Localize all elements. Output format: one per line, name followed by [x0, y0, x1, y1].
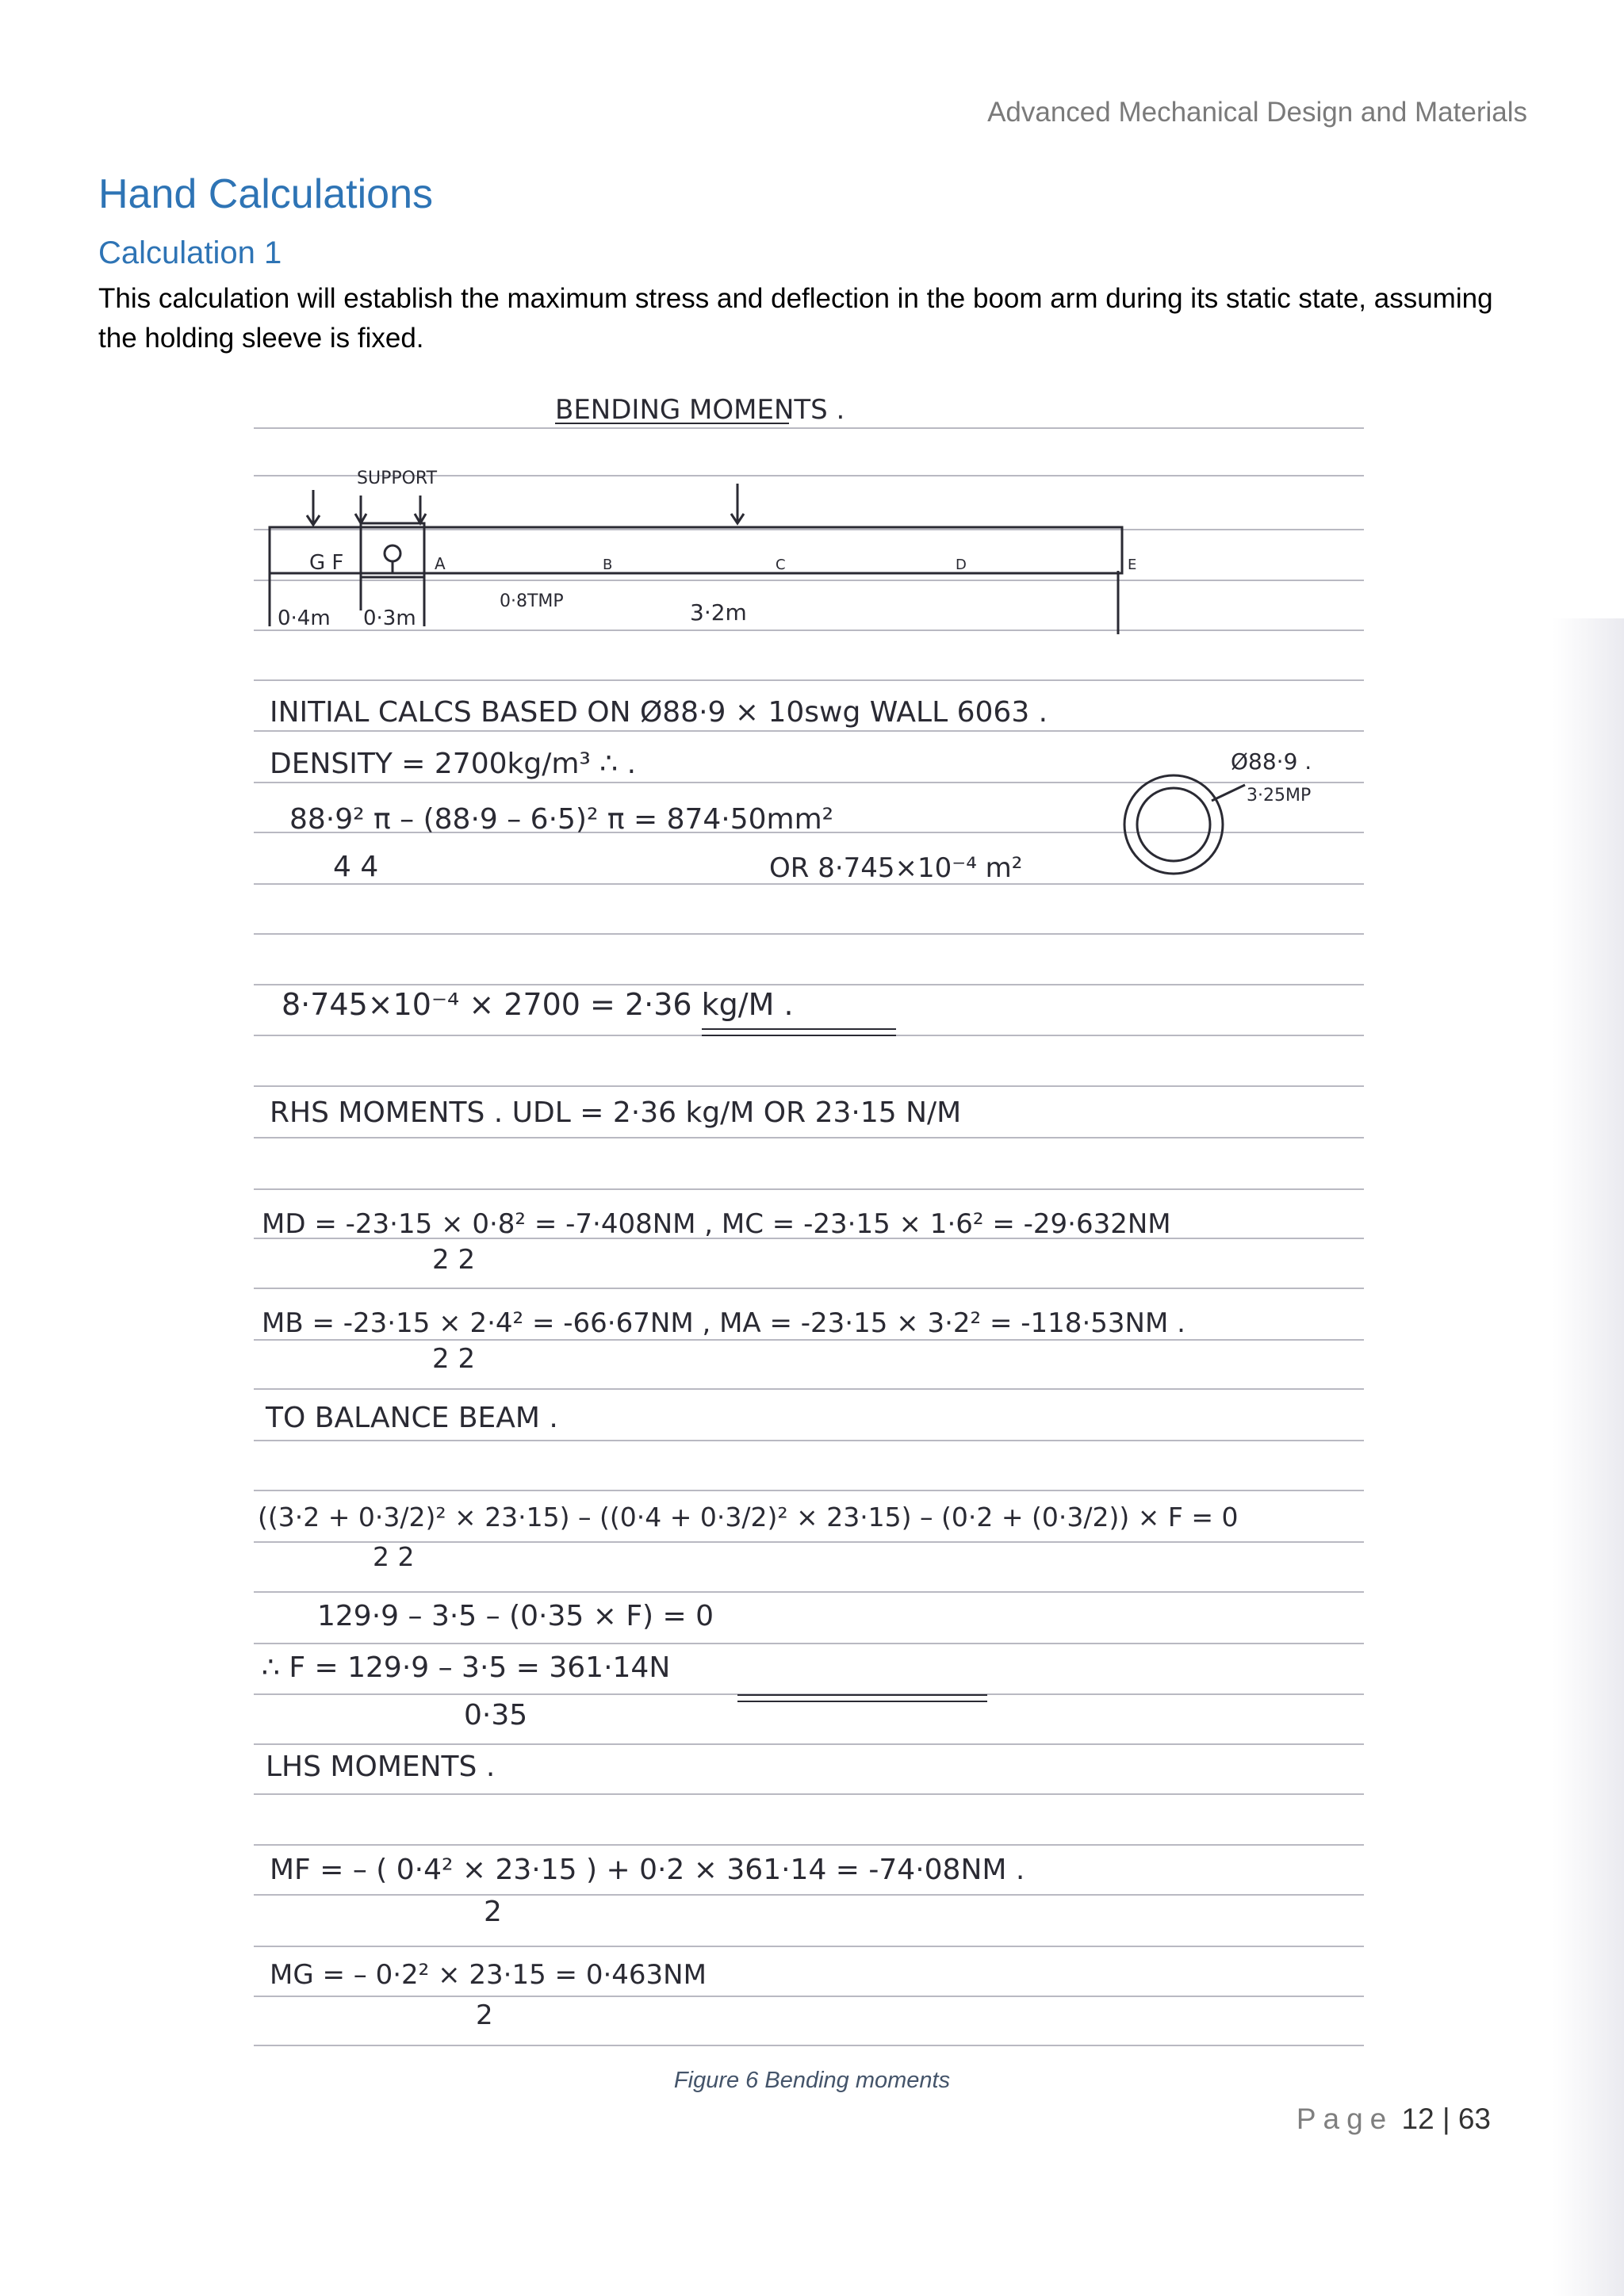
hw-balance-den: 2 2 [373, 1541, 415, 1572]
scan-shadow [1553, 618, 1624, 2296]
beam-label-e: E [1128, 557, 1137, 573]
hw-mf: MF = – ( 0·4² × 23·15 ) + 0·2 × 361·14 = -74·08NM . [270, 1854, 1025, 1886]
handwritten-calc-figure [246, 373, 1372, 2053]
hw-density: DENSITY = 2700kg/m³ ∴ . [270, 748, 637, 780]
tube-wall-label: 3·25MP [1247, 786, 1312, 806]
dim-3-2: 3·2m [690, 599, 747, 626]
intro-paragraph: This calculation will establish the maximum stress and deflection in the boom arm during its static state, assuming the holding sleeve is fixed. [98, 283, 1493, 354]
hw-area-alt: OR 8·745×10⁻⁴ m² [769, 852, 1023, 884]
section-heading: Hand Calculations [98, 171, 434, 217]
hw-lhs-title: LHS MOMENTS . [266, 1751, 496, 1783]
beam-label-d: D [956, 557, 967, 573]
beam-label-b: B [603, 557, 613, 573]
hw-eq3-den: 0·35 [464, 1699, 528, 1732]
hw-mass: 8·745×10⁻⁴ × 2700 = 2·36 kg/M . [282, 987, 794, 1022]
page-number: 12 | 63 [1401, 2103, 1491, 2135]
page-word: Page [1296, 2103, 1394, 2135]
dim-0-8: 0·8TMP [500, 591, 564, 611]
hw-balance-eq: ((3·2 + 0·3/2)² × 23·15) – ((0·4 + 0·3/2)² × 23·15) – (0·2 + (0·3/2)) × F = 0 [258, 1502, 1239, 1533]
section-subheading: Calculation 1 [98, 235, 282, 270]
running-header: Advanced Mechanical Design and Materials [987, 97, 1527, 128]
hw-md-mc-den: 2 2 [432, 1244, 476, 1276]
hw-initial-calcs: INITIAL CALCS BASED ON Ø88·9 × 10swg WALL 6063 . [270, 696, 1048, 729]
dim-0-3: 0·3m [363, 607, 416, 630]
tube-dia-label: Ø88·9 . [1231, 748, 1312, 775]
page-footer [1297, 2103, 1491, 2136]
hw-mg-den: 2 [476, 1999, 493, 2031]
hw-title: BENDING MOMENTS . [555, 394, 845, 426]
tube-section-sketch [1124, 775, 1245, 874]
hw-eq3: ∴ F = 129·9 – 3·5 = 361·14N [262, 1651, 671, 1684]
hw-mb-ma-den: 2 2 [432, 1343, 476, 1375]
beam-label-c: C [776, 557, 786, 573]
hw-mg: MG = – 0·2² × 23·15 = 0·463NM [270, 1959, 707, 1991]
hw-md-mc: MD = -23·15 × 0·8² = -7·408NM , MC = -23·15 × 1·6² = -29·632NM [262, 1208, 1171, 1240]
hw-mf-den: 2 [484, 1896, 502, 1928]
hw-rhs-moments: RHS MOMENTS . UDL = 2·36 kg/M OR 23·15 N/M [270, 1096, 962, 1129]
beam-label-a: A [435, 554, 446, 573]
ruled-sheet [246, 373, 1372, 2053]
hw-mb-ma: MB = -23·15 × 2·4² = -66·67NM , MA = -23·15 × 3·2² = -118·53NM . [262, 1307, 1185, 1339]
hw-area-den: 4 4 [333, 851, 379, 883]
dim-0-4: 0·4m [278, 607, 331, 630]
hw-balance-title: TO BALANCE BEAM . [266, 1402, 558, 1434]
hw-area-eq: 88·9² π – (88·9 – 6·5)² π = 874·50mm² [289, 803, 834, 836]
support-label: SUPPORT [357, 469, 438, 488]
beam-label-gf: G F [309, 551, 344, 575]
hw-eq2: 129·9 – 3·5 – (0·35 × F) = 0 [317, 1600, 714, 1632]
figure-caption: Figure 6 Bending moments [673, 2068, 951, 2093]
